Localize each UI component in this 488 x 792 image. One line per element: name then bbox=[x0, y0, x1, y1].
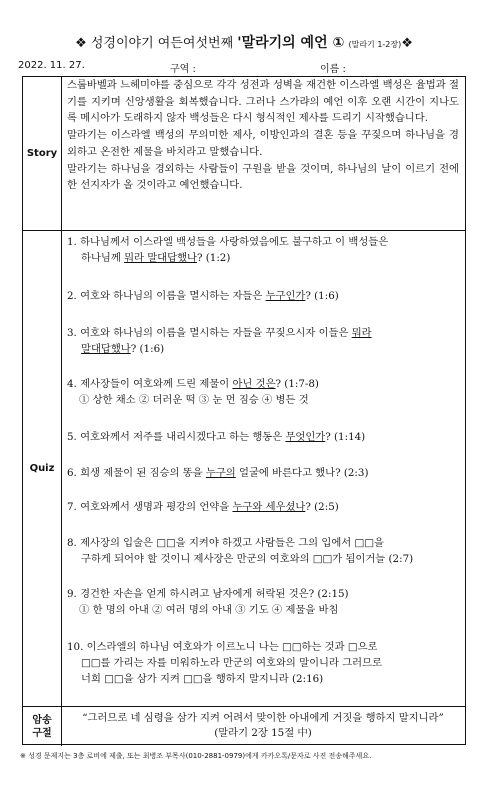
name-field: 이름 : bbox=[320, 64, 346, 75]
question-4-options: ① 상한 채소 ② 더러운 떡 ③ 눈 먼 짐승 ④ 병든 것 bbox=[79, 394, 309, 406]
quiz-row bbox=[23, 231, 465, 707]
date: 2022. 11. 27. bbox=[18, 60, 85, 71]
question-9-options: ① 한 명의 아내 ② 여러 명의 아내 ③ 기도 ④ 제물을 바침 bbox=[79, 604, 339, 616]
question-2: 2. 여호와 하나님의 이름을 멸시하는 자들은 누구인가? (1:6) bbox=[67, 290, 339, 302]
meta-line bbox=[18, 60, 472, 75]
story-paragraph: 말라기는 하나님을 경외하는 사람들이 구원을 받을 것이며, 하나님의 날이 이르기 전에 한 선지자가 올 것이라고 예언했습니다. bbox=[67, 162, 459, 192]
question-7: 7. 여호와께서 생명과 평강의 언약을 누구와 세우셨나? (2:5) bbox=[67, 501, 339, 513]
series-label: 성경이야기 여든여섯번째 bbox=[90, 36, 234, 51]
story-label: Story bbox=[23, 77, 62, 230]
memory-verse-label: 암송 구절 bbox=[23, 707, 62, 746]
story-paragraph: 말라기는 이스라엘 백성의 무의미한 제사, 이방인과의 결혼 등을 꾸짖으며 하나님을 경외하고 온전한 제물을 바치라고 말했습니다. bbox=[67, 129, 459, 158]
question-4: 4. 제사장들이 여호와께 드린 제물이 아닌 것은? (1:7-8) ① 상한 채소 ② 더러운 떡 ③ 눈 먼 짐승 ④ 병든 것 bbox=[67, 376, 457, 408]
diamond-left-icon: ❖ bbox=[75, 36, 87, 51]
question-6: 6. 희생 제물이 된 짐승의 똥을 누구의 얼굴에 바른다고 했나? (2:3) bbox=[67, 467, 369, 479]
question-1: 1. 하나님께서 이스라엘 백성들을 사랑하였음에도 불구하고 이 백성들은 하나님께 뭐라 말대답했나? (1:2) bbox=[67, 236, 389, 264]
story-text bbox=[61, 77, 465, 230]
diamond-right-icon: ❖ bbox=[401, 36, 413, 51]
submission-note: ※ 성경 문제지는 3층 로비에 제출, 또는 최병조 부목사(010-2881-0979)에게 카카오톡/문자로 사진 전송해주세요. bbox=[20, 752, 372, 760]
lesson-title: '말라기의 예언 ① bbox=[237, 35, 345, 51]
quiz-label: Quiz bbox=[23, 231, 62, 706]
question-8: 8. 제사장의 입술은 □□을 지켜야 하겠고 사람들은 그의 입에서 □□을 구하게 되어야 할 것이니 제사장은 만군의 여호와의 □□가 됨이거늘 (2:7) bbox=[67, 537, 414, 565]
worksheet-title bbox=[0, 32, 488, 52]
memory-verse-row bbox=[23, 707, 465, 746]
question-9: 9. 경건한 자손을 얻게 하시려고 남자에게 허락된 것은? (2:15) ① 한 명의 아내 ② 여러 명의 아내 ③ 기도 ④ 제물을 바침 bbox=[67, 586, 457, 618]
story-paragraph: 스룹바벨과 느헤미야를 중심으로 각각 성전과 성벽을 재건한 이스라엘 백성은 율법과 절기를 지키며 신앙생활을 회복했습니다. 그러나 스가랴의 예언 이후 오랜 시간이 지나도록 메시아가 도래하지 않자 백성들은 다시 형식적인 제사를 드리기 시작했습니다. bbox=[67, 79, 459, 125]
story-row bbox=[23, 77, 465, 231]
scripture-range: (말라기 1-2장) bbox=[348, 40, 402, 49]
question-10: 10. 이스라엘의 하나님 여호와가 이르노니 나는 □□하는 것과 □으로 □□를 가리는 자를 미워하노라 만군의 여호와의 말이니라 그러므로 너희 □□을 삼가 지켜 □□을 행하지 말지니라 (2:16) bbox=[67, 641, 382, 685]
question-5: 5. 여호와께서 저주를 내리시겠다고 하는 행동은 무엇인가? (1:14) bbox=[67, 431, 366, 443]
worksheet-table bbox=[22, 76, 466, 745]
quiz-questions bbox=[61, 231, 465, 706]
memory-verse-text: “그러므로 네 심령을 삼가 지켜 어려서 맞이한 아내에게 거짓을 행하지 말지니라” bbox=[82, 712, 444, 724]
memory-verse-reference: (말라기 2장 15절 中) bbox=[214, 727, 312, 739]
question-3: 3. 여호와 하나님의 이름을 멸시하는 자들을 꾸짖으시자 이들은 뭐라 말대답했나? (1:6) bbox=[67, 327, 372, 355]
memory-verse bbox=[61, 707, 465, 746]
district-field: 구역 : bbox=[170, 64, 196, 75]
